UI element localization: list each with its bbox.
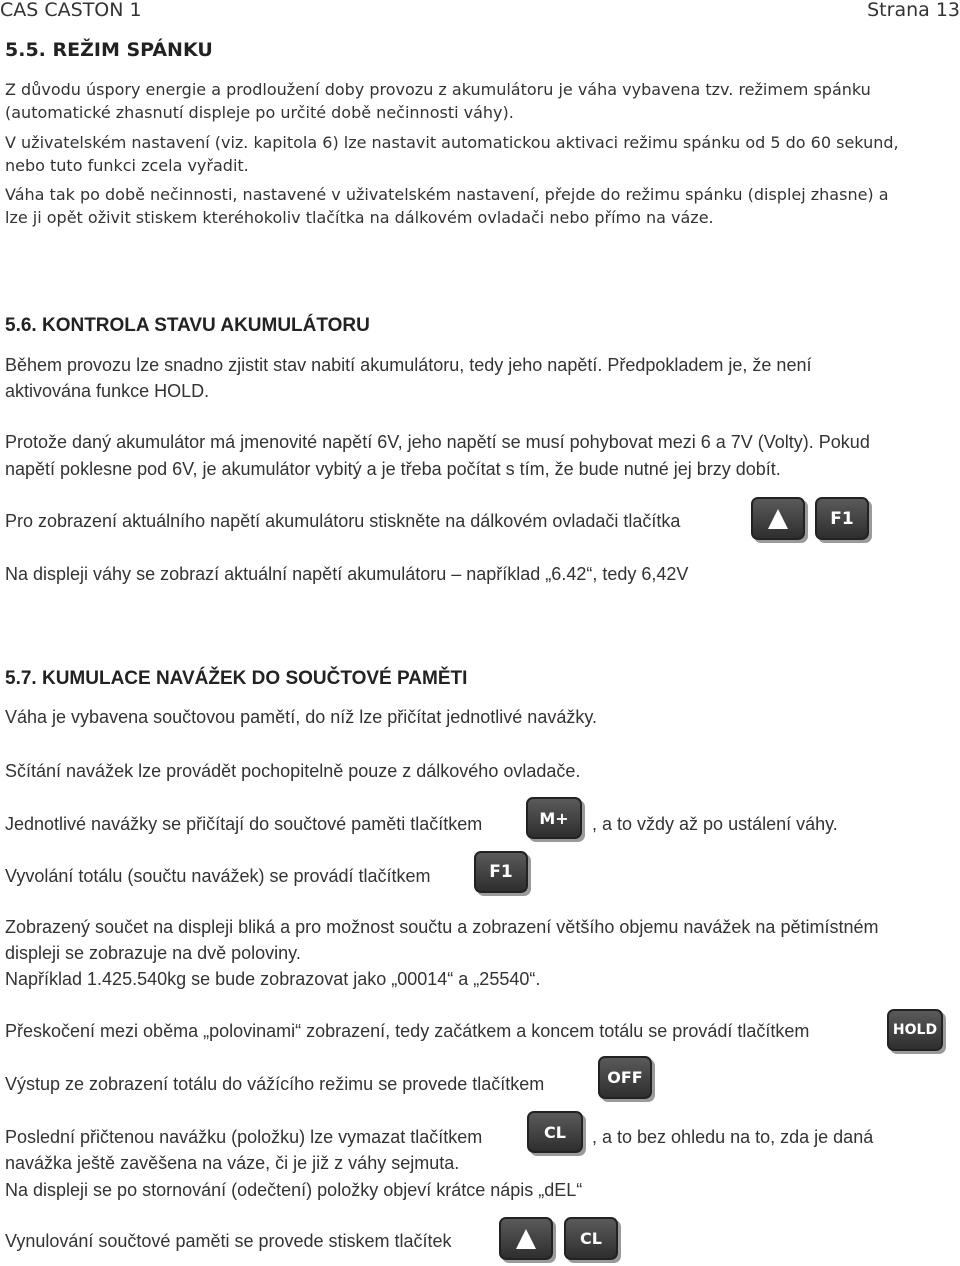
s56-line-1: Během provozu lze snadno zjistit stav nabití akumulátoru, tedy jeho napětí. Předpokladem je, že není bbox=[5, 355, 812, 375]
section-5-6-heading: 5.6. KONTROLA STAVU AKUMULÁTORU bbox=[5, 315, 370, 336]
s56-line-5: Pro zobrazení aktuálního napětí akumulátoru stiskněte na dálkovém ovladači tlačítka bbox=[5, 511, 681, 531]
triangle-up-icon bbox=[516, 1229, 536, 1249]
s57-line-7: Například 1.425.540kg se bude zobrazovat jako „00014“ a „25540“. bbox=[5, 969, 541, 989]
s56-line-3: Protože daný akumulátor má jmenovité napětí 6V, jeho napětí se musí pohybovat mezi 6 a 7V (Volty). Pokud bbox=[5, 432, 870, 452]
s57-line-11: navážka ještě zavěšena na váze, či je již z váhy sejmuta. bbox=[5, 1153, 460, 1173]
section-5-7-heading: 5.7. KUMULACE NAVÁŽEK DO SOUČTOVÉ PAMĚTI bbox=[5, 668, 468, 689]
triangle-up-icon bbox=[768, 509, 788, 529]
s55-line-4: nebo tuto funkci zcela vyřadit. bbox=[5, 156, 249, 175]
s55-line-5: Váha tak po době nečinnosti, nastavené v uživatelském nastavení, přejde do režimu spánku (displej zhasne) a bbox=[5, 185, 889, 204]
f1-key-button[interactable] bbox=[815, 497, 869, 540]
cl-reset-key-button[interactable] bbox=[564, 1217, 618, 1260]
s57-line-9: Výstup ze zobrazení totálu do vážícího režimu se provede tlačítkem bbox=[5, 1074, 545, 1094]
s57-line-5: Zobrazený součet na displeji bliká a pro možnost součtu a zobrazení většího objemu navážek na pětimístném bbox=[5, 917, 879, 937]
m-plus-key-label: M+ bbox=[539, 808, 569, 828]
s57-line-12: Na displeji se po stornování (odečtení) položky objeví krátce nápis „dEL“ bbox=[5, 1180, 583, 1200]
cl-key-label: CL bbox=[544, 1122, 566, 1142]
s57-line-1: Váha je vybavena součtovou pamětí, do níž lze přičítat jednotlivé navážky. bbox=[5, 707, 598, 727]
off-key-button[interactable] bbox=[598, 1056, 652, 1099]
s57-line-3a: Jednotlivé navážky se přičítají do součtové paměti tlačítkem bbox=[5, 814, 483, 834]
s57-line-4: Vyvolání totálu (součtu navážek) se provádí tlačítkem bbox=[5, 866, 431, 886]
up-arrow-reset-key-button[interactable] bbox=[499, 1217, 553, 1260]
up-arrow-key-button[interactable] bbox=[751, 497, 805, 540]
off-key-label: OFF bbox=[607, 1068, 643, 1087]
f1-key-label: F1 bbox=[830, 508, 854, 529]
s57-line-6: displeji se zobrazuje na dvě poloviny. bbox=[5, 943, 301, 963]
s56-line-6: Na displeji váhy se zobrazí aktuální napětí akumulátoru – například „6.42“, tedy 6,42V bbox=[5, 564, 689, 584]
s55-line-3: V uživatelském nastavení (viz. kapitola 6) lze nastavit automatickou aktivaci režimu spánku od 5 do 60 sekund, bbox=[5, 133, 899, 152]
s55-line-1: Z důvodu úspory energie a prodloužení doby provozu z akumulátoru je váha vybavena tzv. režimem spánku bbox=[5, 80, 871, 99]
f1-total-key-button[interactable] bbox=[474, 851, 528, 893]
cl-reset-key-label: CL bbox=[580, 1229, 602, 1248]
hold-key-label: HOLD bbox=[892, 1022, 938, 1038]
m-plus-key-button[interactable] bbox=[526, 797, 582, 839]
f1-total-key-label: F1 bbox=[489, 862, 513, 882]
section-5-5-heading: 5.5. REŽIM SPÁNKU bbox=[5, 39, 213, 61]
page-number: Strana 13 bbox=[867, 0, 960, 21]
s57-line-2: Sčítání navážek lze provádět pochopitelně pouze z dálkového ovladače. bbox=[5, 761, 581, 781]
hold-key-button[interactable] bbox=[887, 1009, 943, 1051]
s55-line-2: (automatické zhasnutí displeje po určité době nečinnosti váhy). bbox=[5, 103, 514, 122]
s57-line-8: Přeskočení mezi oběma „polovinami“ zobrazení, tedy začátkem a koncem totálu se provádí tlačítkem bbox=[5, 1021, 810, 1041]
s57-line-3b: , a to vždy až po ustálení váhy. bbox=[592, 814, 838, 834]
s56-line-2: aktivována funkce HOLD. bbox=[5, 381, 210, 401]
s56-line-4: napětí poklesne pod 6V, je akumulátor vybitý a je třeba počítat s tím, že bude nutné jej brzy dobít. bbox=[5, 459, 781, 479]
s55-line-6: lze ji opět oživit stiskem kteréhokoliv tlačítka na dálkovém ovladači nebo přímo na váze. bbox=[5, 208, 714, 227]
s57-line-10a: Poslední přičtenou navážku (položku) lze vymazat tlačítkem bbox=[5, 1127, 483, 1147]
s57-line-10b: , a to bez ohledu na to, zda je daná bbox=[592, 1127, 874, 1147]
s57-line-13: Vynulování součtové paměti se provede stiskem tlačítek bbox=[5, 1231, 452, 1251]
document-title: CAS CASTON 1 bbox=[0, 0, 142, 21]
cl-key-button[interactable] bbox=[527, 1111, 583, 1153]
